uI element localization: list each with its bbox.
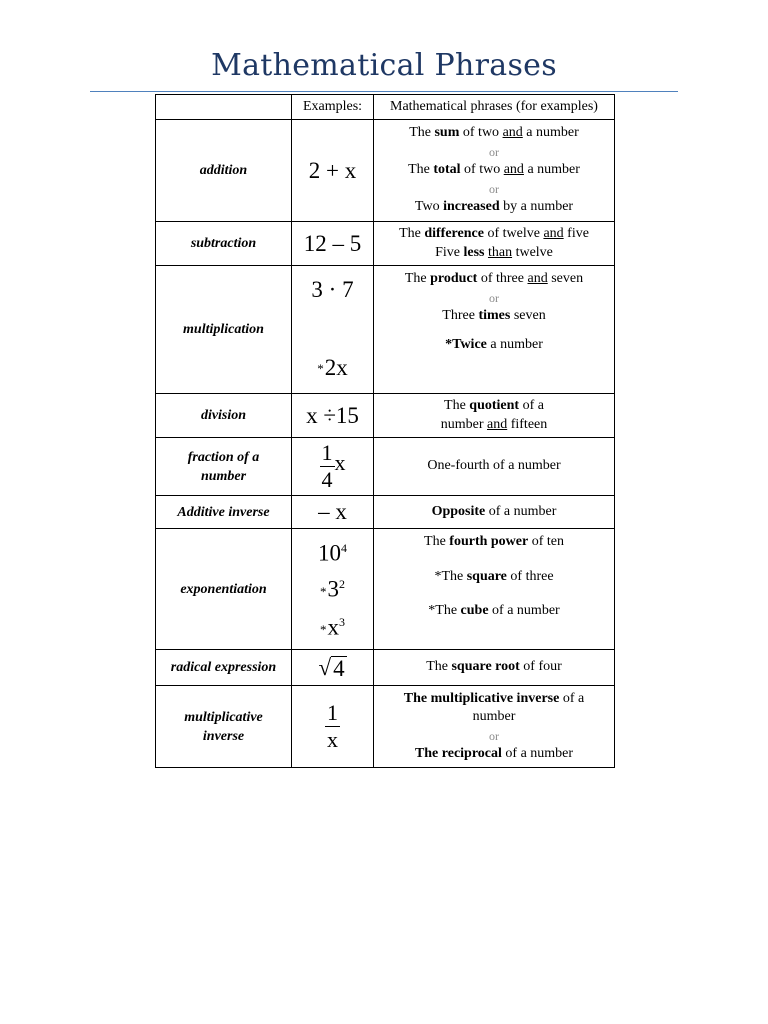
row-division	[156, 394, 615, 438]
example-fraction: $\frac{1}{4}$ x	[292, 438, 374, 496]
category-radical: radical expression	[156, 650, 292, 686]
header-examples: Examples:	[292, 95, 374, 120]
page-title: Mathematical Phrases	[211, 48, 557, 83]
category-multiplication: multiplication	[156, 266, 292, 394]
row-additive-inverse	[156, 496, 615, 529]
or-separator: or	[489, 290, 499, 305]
example-multiplication	[292, 266, 374, 394]
category-multiplicative-inverse: multiplicative inverse	[156, 686, 292, 768]
example-exponentiation	[292, 529, 374, 650]
fraction-one-fourth: $\frac{1}{4}$	[321, 440, 333, 492]
row-addition	[156, 120, 615, 222]
or-separator: or	[489, 181, 499, 196]
example-three-squared: $*3^2$	[320, 576, 345, 602]
phrase-multiplication: The product of three and seven or Three times seven *Twice a number	[374, 266, 615, 394]
row-subtraction	[156, 222, 615, 266]
example-x-cubed: $*x^3$	[320, 614, 345, 640]
example-twice: *2x	[317, 354, 348, 380]
phrase-multiplicative-inverse: The multiplicative inverse of a number or The reciprocal of a number	[374, 686, 615, 768]
row-multiplicative-inverse	[156, 686, 615, 768]
fraction-one-over-x: $\frac{1}{x}$	[327, 700, 338, 752]
header-row	[156, 95, 615, 120]
row-fraction	[156, 438, 615, 496]
or-separator: or	[489, 144, 499, 159]
row-multiplication	[156, 266, 615, 394]
phrase-division: The quotient of a number and fifteen	[374, 394, 615, 438]
category-subtraction: subtraction	[156, 222, 292, 266]
phrase-addition: The sum of two and a number or The total of two and a number or Two increased by a number	[374, 120, 615, 222]
category-addition: addition	[156, 120, 292, 222]
phrase-fraction: One-fourth of a number	[374, 438, 615, 496]
header-blank	[156, 95, 292, 120]
phrase-radical: The square root of four	[374, 650, 615, 686]
header-phrases: Mathematical phrases (for examples)	[374, 95, 615, 120]
row-radical	[156, 650, 615, 686]
phrase-exponentiation: The fourth power of ten *The square of three *The cube of a number	[374, 529, 615, 650]
example-radical	[292, 650, 374, 686]
phrases-table	[155, 94, 615, 768]
example-additive-inverse: – x	[292, 496, 374, 529]
phrase-subtraction: The difference of twelve and five Five less than twelve	[374, 222, 615, 266]
example-ten-fourth: $10^4$	[318, 540, 347, 566]
category-fraction: fraction of a number	[156, 438, 292, 496]
example-division: x ÷15	[292, 394, 374, 438]
example-subtraction: 12 – 5	[292, 222, 374, 266]
category-exponentiation: exponentiation	[156, 529, 292, 650]
title-underline	[90, 91, 678, 92]
category-additive-inverse: Additive inverse	[156, 496, 292, 529]
example-addition: 2 + x	[292, 120, 374, 222]
example-product: 3 · 7	[311, 276, 354, 302]
category-division: division	[156, 394, 292, 438]
square-root-four: √ 4	[318, 654, 345, 681]
phrase-additive-inverse: Opposite of a number	[374, 496, 615, 529]
example-multiplicative-inverse	[292, 686, 374, 768]
or-separator: or	[489, 728, 499, 743]
row-exponentiation	[156, 529, 615, 650]
